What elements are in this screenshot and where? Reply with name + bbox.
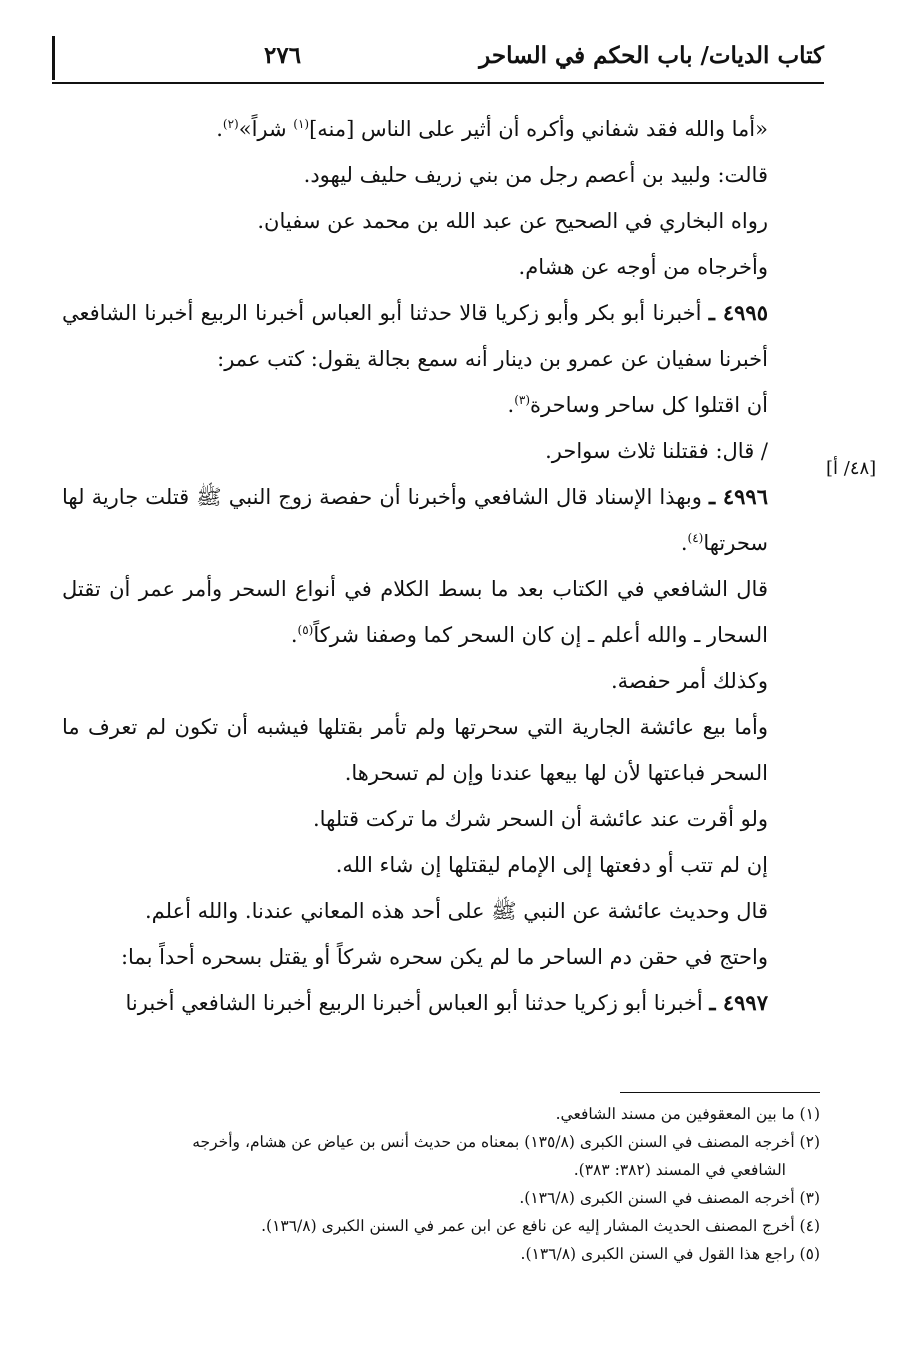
paragraph-umar-letter: أن اقتلوا كل ساحر وساحرة$^{(٣)}$. [507,393,768,417]
header-rule [52,82,824,84]
footnote-separator [620,1092,820,1093]
chapter-title: كتاب الديات/ باب الحكم في الساحر [479,42,824,69]
footnote-ref: (٢) [222,117,239,131]
paragraph-quote: «أما والله فقد شفاني وأكره أن أثير على الناس [منه]$^{(١)}$ شراً»$^{(٢)}$. [216,117,768,141]
footnote-2-continued: الشافعي في المسند (٣٨٢: ٣٨٣). [573,1161,786,1179]
paragraph-aisha-hadith: قال وحديث عائشة عن النبي ﷺ على أحد هذه المعاني عندنا. والله أعلم. [144,899,768,923]
paragraph-argument: واحتج في حقن دم الساحر ما لم يكن سحره شركاً أو يقتل بسحره أحداً بما: [120,945,768,969]
paragraph-three-witches: / قال: فقتلنا ثلاث سواحر. [545,439,768,463]
footnote-1: (١) ما بين المعقوفين من مسند الشافعي. [555,1105,820,1123]
paragraph-repent: إن لم تتب أو دفعتها إلى الإمام ليقتلها إن شاء الله. [335,853,768,877]
paragraph-labid: قالت: ولبيد بن أعصم رجل من بني زريف حليف ليهود. [303,163,768,187]
footnote-ref: (٥) [297,623,314,637]
paragraph-akhrajah: وأخرجاه من أوجه عن هشام. [518,255,768,279]
footnote-5: (٥) راجع هذا القول في السنن الكبرى (١٣٦/٨). [520,1245,820,1263]
footnote-2: (٢) أخرجه المصنف في السنن الكبرى (١٣٥/٨) بمعناه من حديث أنس بن عياض عن هشام، وأخرجه [192,1133,820,1151]
hadith-4995: ٤٩٩٥ ـ أخبرنا أبو بكر وأبو زكريا قالا حدثنا أبو العباس أخبرنا الربيع أخبرنا الشافعي أخبرنا سفيان عن عمرو بن دينار أنه سمع بجالة يقول: كتب عمر: [62,300,768,371]
footnote-4: (٤) أخرج المصنف الحديث المشار إليه عن نافع عن ابن عمر في السنن الكبرى (١٣٦/٨). [261,1217,820,1235]
footnote-3: (٣) أخرجه المصنف في السنن الكبرى (١٣٦/٨). [519,1189,820,1207]
running-header [52,36,824,80]
hadith-number: ٤٩٩٥ ـ [708,300,768,325]
footnote-ref: (٤) [687,531,704,545]
header-left-bar [52,36,55,80]
hadith-number: ٤٩٩٦ ـ [709,484,768,509]
manuscript-folio-marker: [٤٨/ أ] [826,458,877,479]
hadith-4996: ٤٩٩٦ ـ وبهذا الإسناد قال الشافعي وأخبرنا أن حفصة زوج النبي ﷺ قتلت جارية لها سحرتها$^{(٤)}$. [62,484,768,555]
footnote-ref: (٣) [514,393,531,407]
paragraph-hafsa: وكذلك أمر حفصة. [610,669,768,693]
page-number: ٢٧٦ [264,42,302,69]
hadith-number: ٤٩٩٧ ـ [709,990,768,1015]
footnotes [62,1100,820,1268]
paragraph-shafii: قال الشافعي في الكتاب بعد ما بسط الكلام في أنواع السحر وأمر عمر أن تقتل السحار ـ والله أعلم ـ إن كان السحر كما وصفنا شركاً$^{(٥)}$. [62,577,768,647]
main-text [62,106,820,1026]
footnote-ref: (١) [293,117,310,131]
paragraph-confession: ولو أقرت عند عائشة أن السحر شرك ما تركت قتلها. [313,807,768,831]
paragraph-bukhari: رواه البخاري في الصحيح عن عبد الله بن محمد عن سفيان. [257,209,768,233]
hadith-4997: ٤٩٩٧ ـ أخبرنا أبو زكريا حدثنا أبو العباس أخبرنا الربيع أخبرنا الشافعي أخبرنا [125,990,768,1015]
paragraph-aisha-sale: وأما بيع عائشة الجارية التي سحرتها ولم تأمر بقتلها فيشبه أن تكون لم تعرف ما السحر فباعتها لأن لها بيعها عندنا وإن لم تسحرها. [62,715,768,785]
